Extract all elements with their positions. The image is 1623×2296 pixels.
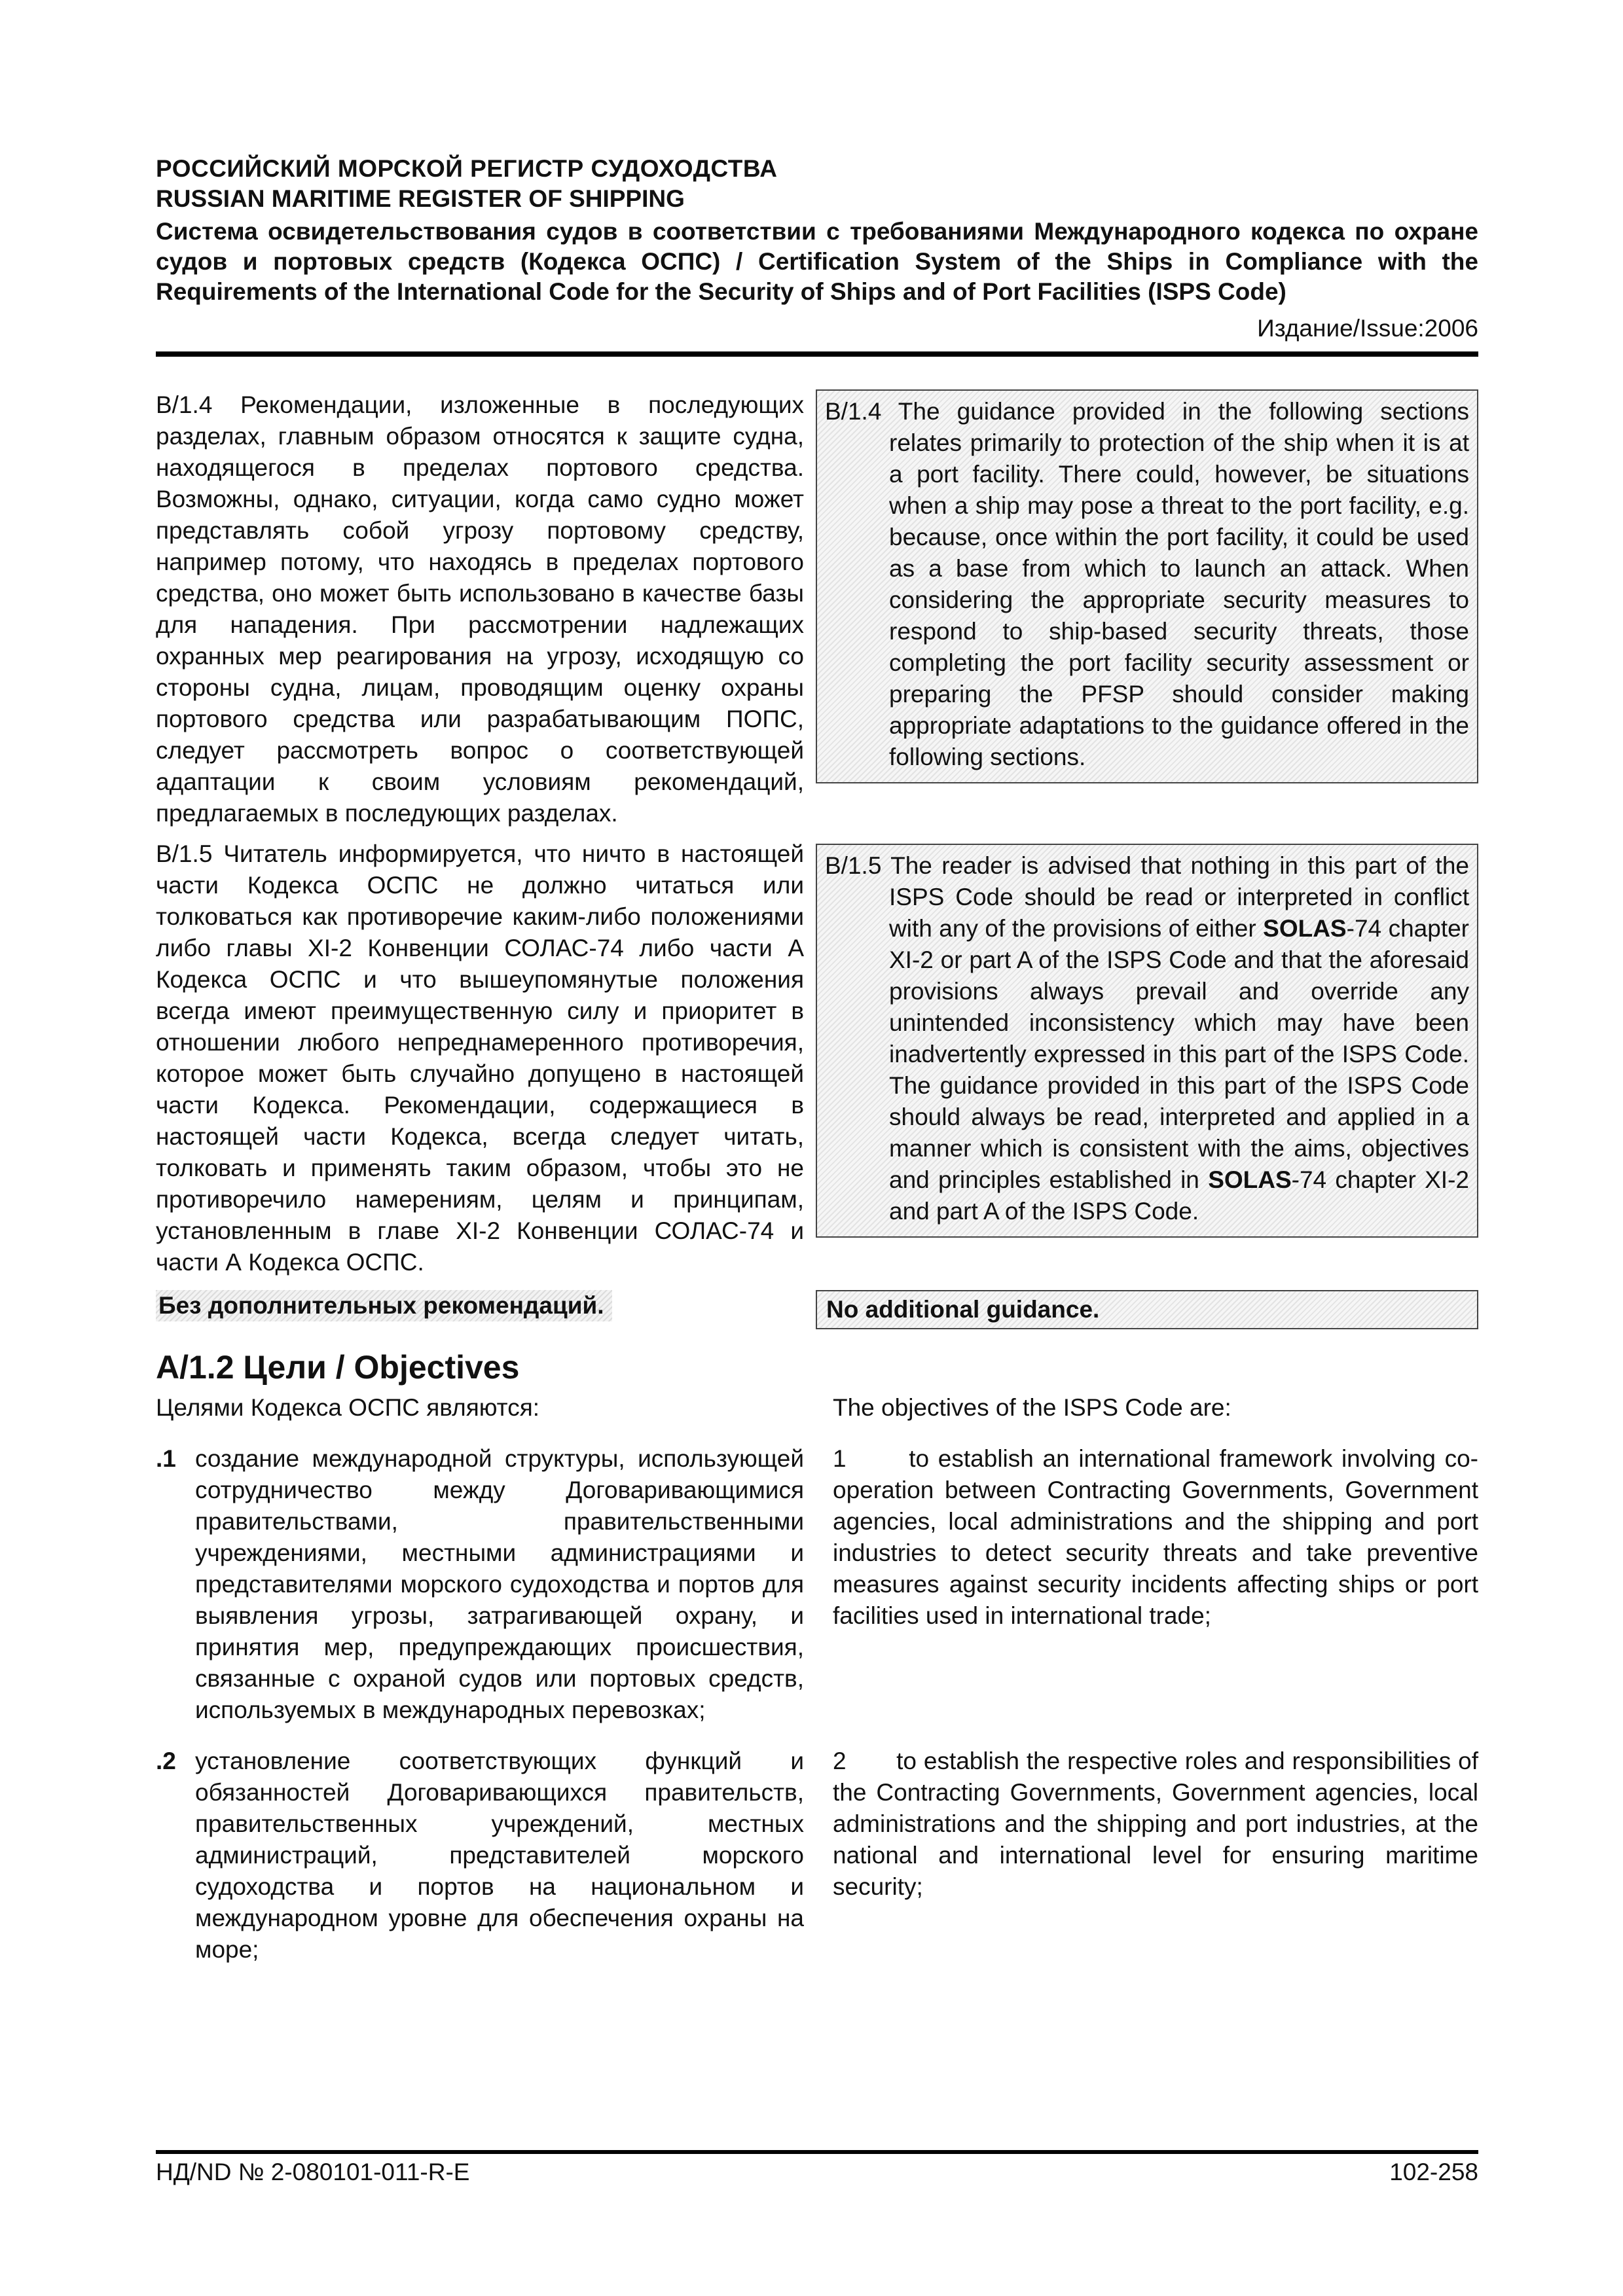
document-page	[156, 154, 1478, 1965]
document-number: НД/ND № 2-080101-011-R-E	[156, 2159, 470, 2185]
item-text-en: 1 to establish an international framework involving co-operation between Contracting Governments, Government agencies, local administrations and the shipping and port industries to detect security threats and take preventive measures against security incidents affecting ships or port facilities used in international trade;	[833, 1445, 1478, 1629]
b14-en-guidance-box	[816, 389, 1478, 783]
b15-en-text: B/1.5 The reader is advised that nothing in this part of the ISPS Code should be read or interpreted in conflict with any of the provisions of either SOLAS-74 chapter XI-2 or part A of the ISPS Code and that the aforesaid provisions always prevail and override any unintended inconsistency which may have been inadvertently expressed in this part of the ISPS Code. The guidance provided in this part of the ISPS Code should always be read, interpreted and applied in a manner which is consistent with the aims, objectives and principles established in SOLAS-74 chapter XI-2 and part A of the ISPS Code.	[825, 852, 1469, 1225]
section-title: A/1.2 Цели / Objectives	[156, 1349, 520, 1386]
no-guidance-ru: Без дополнительных рекомендаций.	[156, 1290, 612, 1321]
item-text-en: 2 to establish the respective roles and responsibilities of the Contracting Governments, Government agencies, local administrations and the shipping and port industries, at the national and international level for ensuring maritime security;	[833, 1748, 1478, 1900]
item-number-ru: .1	[156, 1445, 176, 1472]
solas-bold: SOLAS	[1208, 1166, 1292, 1193]
header-rule	[156, 351, 1478, 357]
solas-bold: SOLAS	[1263, 915, 1347, 942]
page-number: 102-258	[1389, 2159, 1478, 2185]
b15-en-number: B/1.5	[825, 852, 882, 879]
org-name-en: RUSSIAN MARITIME REGISTER OF SHIPPING	[156, 185, 685, 212]
item-number-en: 1	[833, 1445, 847, 1472]
item-number-en: 2	[833, 1748, 847, 1774]
intro-ru: Целями Кодекса ОСПС являются:	[156, 1394, 540, 1421]
item-text-ru: установление соответствующих функций и обязанностей Договаривающихся правительств, правительственных учреждений, местных администраций, представителей морского судоходства и портов на национальном и международном уровне для обеспечения охраны на море;	[195, 1748, 804, 1963]
item-number-ru: .2	[156, 1748, 176, 1774]
issue-label: Издание/Issue:2006	[1257, 315, 1478, 342]
paragraph-b15	[156, 838, 1478, 1278]
no-guidance-en: No additional guidance.	[816, 1290, 1478, 1329]
paragraph-b14	[156, 389, 1478, 829]
b15-ru-text: В/1.5 Читатель информируется, что ничто в настоящей части Кодекса ОСПС не должно читаться или толковаться как противоречие каким-либо положениями либо главы XI-2 Конвенции СОЛАС-74 либо части А Кодекса ОСПС и что вышеупомянутые положения всегда имеют преимущественную силу и приоритет в отношении любого непреднамеренного противоречия, которое может быть случайно допущено в настоящей части Кодекса. Рекомендации, содержащиеся в настоящей части Кодекса, всегда следует читать, толковать и применять таким образом, чтобы это не противоречило намерениям, целям и принципам, установленным в главе XI-2 Конвенции СОЛАС-74 и части А Кодекса ОСПС.	[156, 840, 804, 1276]
intro-en: The objectives of the ISPS Code are:	[833, 1394, 1231, 1421]
section-intro	[156, 1392, 1478, 1424]
objective-item-2	[156, 1746, 1478, 1965]
b14-en-text: B/1.4 The guidance provided in the following sections relates primarily to protection of the ship when it is at a port facility. There could, however, be situations when a ship may pose a threat to the port facility, e.g. because, once within the port facility, it could be used as a base from which to launch an attack. When considering the appropriate security measures to respond to ship-based security threats, those completing the port facility security assessment or preparing the PFSP should consider making appropriate adaptations to the guidance offered in the following sections.	[825, 398, 1469, 770]
org-name-ru: РОССИЙСКИЙ МОРСКОЙ РЕГИСТР СУДОХОДСТВА	[156, 155, 778, 182]
header	[156, 154, 1478, 357]
system-title: Система освидетельствования судов в соответствии с требованиями Международного кодекса по охране судов и портовых средств (Кодекса ОСПС) / Certification System of the Ships in Compliance with the Requirements of the International Code for the Security of Ships and of Port Facilities (ISPS Code)	[156, 218, 1478, 305]
no-guidance-row	[156, 1290, 1478, 1329]
objective-item-1	[156, 1443, 1478, 1726]
footer-rule	[156, 2150, 1478, 2154]
b15-en-guidance-box	[816, 844, 1478, 1238]
b14-ru-text: В/1.4 Рекомендации, изложенные в последующих разделах, главным образом относятся к защите судна, находящегося в пределах портового средства. Возможны, однако, ситуации, когда само судно может представлять собой угрозу портовому средству, например потому, что находясь в пределах портового средства, оно может быть использовано в качестве базы для нападения. При рассмотрении надлежащих охранных мер реагирования на угрозу, исходящую со стороны судна, лицам, проводящим оценку охраны портового средства или разрабатывающим ПОПС, следует рассмотреть вопрос о соответствующей адаптации к своим условиям рекомендаций, предлагаемых в последующих разделах.	[156, 391, 804, 827]
page-footer	[156, 2150, 1478, 2188]
item-text-ru: создание международной структуры, использующей сотрудничество между Договаривающимися правительствами, правительственными учреждениями, местными администрациями и представителями морского судоходства и портов для выявления угрозы, затрагивающей охрану, и принятия мер, предупреждающих происшествия, связанные с охраной судов или портовых средств, используемых в международных перевозках;	[195, 1445, 804, 1723]
